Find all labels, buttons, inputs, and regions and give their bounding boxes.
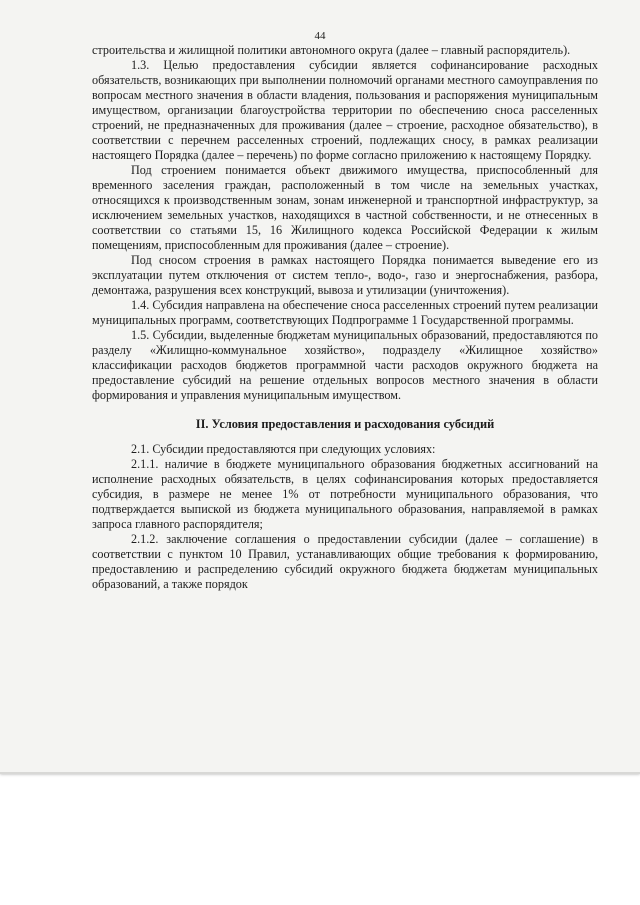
paragraph-structure-definition: Под строением понимается объект движимого имущества, приспособленный для временного заселения граждан, расположенный в том числе на земельных участках, относящихся к производственным зонам, зонам инженерной и транспортной инфраструктур, за исключением земельных участков, находящихся в частной собственности, и не отнесенных в соответствии со статьями 15, 16 Жилищного кодекса Российской Федерации к жилым помещениям, приспособленным для проживания (далее – строение). [92, 163, 598, 252]
paragraph-demolition-definition: Под сносом строения в рамках настоящего Порядка понимается выведение его из эксплуатации путем отключения от систем тепло-, водо-, газо и энергоснабжения, разбора, демонтажа, разрушения всех конструкций, вывоза и утилизации (уничтожения). [92, 253, 598, 297]
paragraph-1-4: 1.4. Субсидия направлена на обеспечение сноса расселенных строений путем реализации муниципальных программ, соответствующих Подпрограмме 1 Государственной программы. [92, 298, 598, 327]
paragraph-2-1-2: 2.1.2. заключение соглашения о предоставлении субсидии (далее – соглашение) в соответствии с пунктом 10 Правил, устанавливающих общие требования к формированию, предоставлению и распределению субсидий окружного бюджета бюджетам муниципальных образований, а также порядок [92, 532, 598, 591]
document-body [92, 43, 598, 592]
paragraph-1-5: 1.5. Субсидии, выделенные бюджетам муниципальных образований, предоставляются по разделу «Жилищно-коммунальное хозяйство», подразделу «Жилищное хозяйство» классификации расходов бюджетов программной части расходов окружного бюджета на предоставление субсидий на решение отдельных вопросов местного значения в области формирования и управления муниципальным имуществом. [92, 328, 598, 402]
scan-edge-divider [0, 772, 640, 774]
section-heading: II. Условия предоставления и расходования субсидий [195, 417, 495, 431]
paragraph-2-1: 2.1. Субсидии предоставляются при следующих условиях: [131, 442, 436, 456]
page-number: 44 [314, 30, 326, 42]
paragraph-1-3: 1.3. Целью предоставления субсидии является софинансирование расходных обязательств, возникающих при выполнении полномочий органами местного самоуправления по вопросам местного значения в области владения, пользования и распоряжения муниципальным имуществом, организации благоустройства территории по обеспечению сноса расселенных строений, не предназначенных для проживания (далее – строение, расходное обязательство), в соответствии с перечнем расселенных строений, подлежащих сносу, в рамках реализации настоящего Порядка (далее – перечень) по форме согласно приложению к настоящему Порядку. [92, 58, 598, 162]
paragraph-2-1-1: 2.1.1. наличие в бюджете муниципального образования бюджетных ассигнований на исполнение расходных обязательств, в целях софинансирования которых предоставляется субсидия, в размере не менее 1% от потребности муниципального образования, что подтверждается выпиской из бюджета муниципального образования, направляемой в рамках запроса главного распорядителя; [92, 457, 598, 531]
paragraph-1-2-continuation: строительства и жилищной политики автономного округа (далее – главный распорядитель). [92, 43, 571, 57]
